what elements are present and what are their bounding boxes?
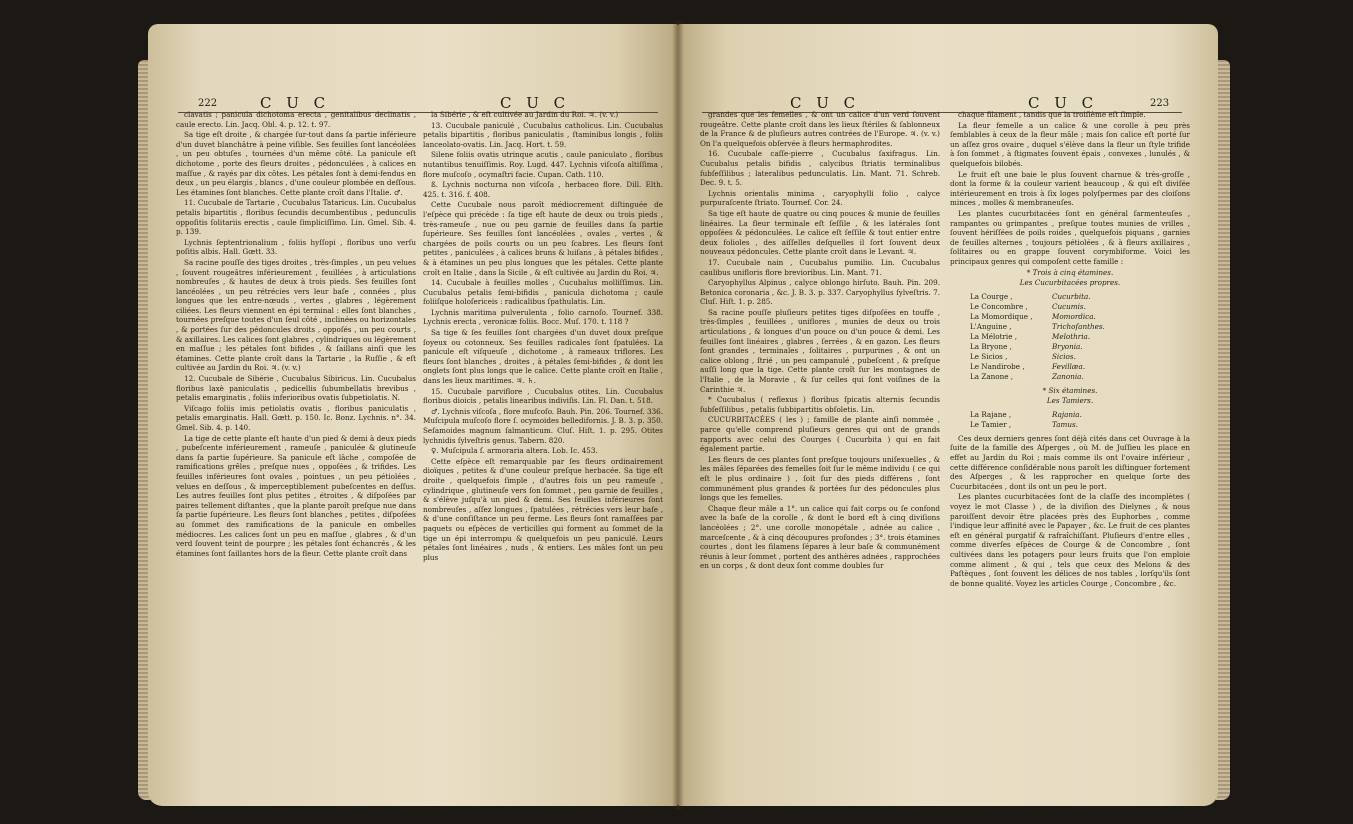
genus-latin-name: Tamus. — [1052, 419, 1078, 429]
genus-latin-name: Melothria. — [1052, 331, 1091, 341]
genus-french-name: La Momordique , — [970, 311, 1033, 321]
genus-latin-name: Zanonia. — [1052, 371, 1084, 381]
paragraph: 12. Cucubale de Sibérie , Cucubalus Sibiricus. Lin. Cucubalus floribus laxè paniculatis , pedicellis ſubumbellatis brevibus , petalis emarginatis , foliis inferioribus ovatis ſubpetiolatis. N. — [176, 374, 416, 403]
genus-french-name: La Zanone , — [970, 371, 1014, 381]
paragraph: 17. Cucubale nain , Cucubalus pumilio. Lin. Cucubalus caulibus unifloris flore brevioribus. Lin. Mant. 71. — [700, 257, 940, 277]
text-column-left — [700, 110, 940, 572]
genus-latin-name: Rajania. — [1052, 409, 1082, 419]
paragraph: ß. Lychnis nocturna non viſcoſa , herbaceo flore. Dill. Elth. 425. t. 316. f. 408. — [423, 180, 663, 199]
genus-row — [970, 302, 1190, 312]
genus-latin-name: Cucumis. — [1052, 301, 1086, 311]
genus-latin-name: Momordica. — [1052, 311, 1096, 321]
paragraph: Les plantes cucurbitacées ſont de la claſſe des incomplètes ( voyez le mot Classe ) , de la diviſion des Dielynes , & nous paroiſſent devoir être placées près des Euphorbes , comme l'indique leur affinité avec le Papayer , &c. Le fruit de ces plantes eſt en général purgatif & rafraîchiſſant. Pluſieurs d'entre elles , comme diverſes eſpèces de Courge & de Concombre , ſont cultivées dans les potagers pour leurs fruits que l'on emploie comme aliment , & qui , tels que ceux des Melons & des Paſtèques , ſont ſouvent les délices de nos tables , lorſqu'ils ſont de bonne qualité. Voyez les articles Courge , Concombre , &c. — [950, 492, 1190, 588]
paragraph: Sa tige & ſes feuilles ſont chargées d'un duvet doux preſque ſoyeux ou cotonneux. Ses feuilles radicales ſont ſpatulées. La panicule eſt viſqueuſe , dichotome , à rameaux triflores. Les fleurs ſont blanches , droites , à pétales ſemi-bifides , & dont les onglets ſont plus longs que le calice. Cette plante croît en Italie , dans les lieux maritimes. ♃. ♄. — [423, 328, 663, 386]
paragraph: Caryophyllus Alpinus , calyce oblongo hirſuto. Bauh. Pin. 209. Betonica coronaria , &c. J. B. 3. p. 337. Caryophyllus ſylveſtris. 7. Cluſ. Hiſt. 1. p. 285. — [700, 278, 940, 307]
left-page — [148, 24, 678, 806]
paragraph: Sa tige eſt droite , & chargée ſur-tout dans ſa partie inférieure d'un duvet blanchâtre à peine viſible. Ses feuilles ſont lancéolées , un peu obtuſes , tournées d'un même côté. La panicule eſt dichotome , porte des fleurs droites , pédonculées , à calices en maſſue , & rayés par dix côtes. Les pétales ſont à demi-fendus en deux , un peu élargis , blancs , d'une couleur plombée en deſſous. Les étamines ſont blanches. Cette plante croît dans l'Italie. ♂. — [176, 130, 416, 197]
genera-list — [970, 410, 1190, 430]
paragraph: Silene foliis ovatis utrinque acutis , caule paniculato , floribus nutantibus tenuiſſimis. Roy. Lugd. 447. Lychnis viſcoſa altiſſima , flore muſcoſo , ocymaſtri facie. Cupan. Cath. 110. — [423, 150, 663, 179]
genus-french-name: Le Tamier , — [970, 419, 1012, 429]
genus-french-name: Le Nandirobe , — [970, 361, 1025, 371]
text-column-left — [176, 110, 416, 559]
page-edges-right — [1216, 60, 1230, 800]
section-heading: Les Tamiers. — [1046, 396, 1094, 406]
paragraph: La fleur femelle a un calice & une corolle à peu près ſemblables à ceux de la fleur mâle ; mais ſon calice eſt porté ſur un aſſez gros ovaire , duquel s'élève dans la fleur un ſtyle trifide à ſon ſommet , à ſtigmates ſouvent épais , convexes , lunulés , & quelquefois bilobés. — [950, 120, 1190, 168]
genus-french-name: La Mélotrie , — [970, 331, 1018, 341]
running-head: C U C — [1028, 94, 1099, 112]
paragraph: 13. Cucubale paniculé , Cucubalus catholicus. Lin. Cucubalus petalis bipartitis , floribus paniculatis , ſtaminibus longis , foliis lanceolato-ovatis. Lin. Jacq. Hort. t. 59. — [423, 120, 663, 149]
paragraph: Les fleurs de ces plantes ſont preſque toujours uniſexuelles , & les mâles ſéparées des femelles ſoit ſur le même individu ( ce qui eſt le plus ordinaire ) , ſoit ſur des pieds différens , ſont communément plus grandes & portées ſur des pédoncules plus longs que les femelles. — [700, 454, 940, 503]
running-head: C U C — [790, 94, 861, 112]
paragraph: Lychnis orientalis minima , caryophylli folio , calyce purpuraſcente ſtriato. Tournef. Cor. 24. — [700, 188, 940, 208]
genus-french-name: La Bryone , — [970, 341, 1012, 351]
paragraph: 15. Cucubale parviflore , Cucubalus otites. Lin. Cucubalus floribus dioicis , petalis linearibus indiviſis. Lin. Fl. Dan. t. 518. — [423, 386, 663, 406]
genus-french-name: Le Concombre , — [970, 301, 1028, 311]
paragraph: Cette Cucubale nous paroît médiocrement diſtinguée de l'eſpèce qui précède : ſa tige eſt haute de deux ou trois pieds , très-rameuſe , nue ou peu garnie de feuilles dans ſa partie ſupérieure. Ses feuilles ſont lancéolées , ovales , vertes , & chargées de poils courts ou un peu ſcabres. Les fleurs ſont petites , paniculées , à calices bruns & luiſans , à pétales bifides , & à étamines un peu plus longues que les pétales. Cette plante croît en Italie , dans la Sicile , & eſt cultivée au Jardin du Roi. ♃. — [423, 200, 663, 277]
section-heading: * Six étamines. — [1042, 385, 1098, 395]
paragraph: Ces deux derniers genres ſont déjà cités dans cet Ouvrage à la ſuite de la famille des Aſperges , où M. de Juſſieu les place en effet au Jardin du Roi ; mais comme ils ont l'ovaire inférieur , cette différence conſidérable nous paroît les diſtinguer fortement des Aſperges , & les rapprocher en quelque ſorte des Cucurbitacées , dont ils ont un peu le port. — [950, 433, 1190, 491]
paragraph: grandes que les femelles , & ont un calice d'un verd ſouvent rougeâtre. Cette plante croît dans les lieux ſtériles & ſablonneux de la France & de pluſieurs autres contrées de l'Europe. ♃. (v. v.) On l'a quelquefois obſervée à fleurs hermaphrodites. — [700, 110, 940, 148]
genus-french-name: Le Sicios , — [970, 351, 1008, 361]
genus-row — [970, 292, 1190, 302]
paragraph: Sa racine pouſſe des tiges droites , très-ſimples , un peu velues , ſouvent rougeâtres inférieurement , feuillées , à articulations nombreuſes , & hautes de deux à trois pieds. Ses feuilles ſont lancéolées , un peu rétrécies vers leur baſe , connées , plus longues que les entre-nœuds , vertes , glabres , légèrement ciliées. Les fleurs viennent en épi terminal : elles ſont blanches , tournées preſque toutes d'un ſeul côté , inclinées ou horizontales , & portées ſur des pédoncules droits , oppoſés , un peu courts , & axillaires. Les calices ſont glabres , cylindriques ou légèrement en maſſue ; les pétales ſont bifides , & ſaillans ainſi que les étamines. Cette plante croît dans la Tartarie , la Ruſſie , & eſt cultivée au Jardin du Roi. ♃. (v. v.) — [176, 257, 416, 373]
genus-row — [970, 372, 1190, 382]
paragraph: Viſcago foliis imis petiolatis ovatis , floribus paniculatis , petalis emarginatis. Hall. Gœtt. p. 150. Ic. Bonz. Lychnis. n°. 34. Gmel. Sib. 4. p. 140. — [176, 403, 416, 432]
paragraph: 16. Cucubale caſſe-pierre , Cucubalus ſaxifragus. Lin. Cucubalus petalis bifidis , calycibus ſtriatis terminalibus ſubſeſſilibus ; lateralibus pedunculatis. Lin. Mant. 71. Schreb. Dec. 9. t. 5. — [700, 149, 940, 188]
running-head: C U C — [260, 94, 331, 112]
page-number: 222 — [198, 98, 218, 109]
paragraph: Cette eſpèce eſt remarquable par ſes fleurs ordinairement dioïques , petites & d'une couleur preſque herbacée. Sa tige eſt droite , quelquefois ſimple , d'autres fois un peu rameuſe , cylindrique , glutineuſe vers ſon ſommet , peu garnie de feuilles , & s'élève juſqu'à un pied & demi. Ses feuilles inférieures ſont nombreuſes , aſſez longues , ſpatulées , rétrécies vers leur baſe , & d'une conſiſtance un peu ferme. Les fleurs ſont ramaſſées par paquets ou eſpèces de verticilles qui forment au ſommet de la tige un épi interrompu & quelquefois un peu paniculé. Leurs pétales ſont linéaires , nuds , & entiers. Les mâles ſont un peu plus — [423, 456, 663, 562]
genus-latin-name: Fevillæa. — [1052, 361, 1086, 371]
genus-latin-name: Cucurbita. — [1052, 291, 1091, 301]
genus-latin-name: Bryonia. — [1052, 341, 1083, 351]
paragraph: Chaque fleur mâle a 1°. un calice qui fait corps ou ſe confond avec la baſe de la corolle , & dont le bord eſt à cinq diviſions lancéolées ; 2°. une corolle monopétale , adnée au calice , marceſcente , & à cinq découpures profondes ; 3°. trois étamines courtes , dont les filamens ſépares à leur baſe & communément réunis à leur ſommet , portent des anthères adnées , rapprochées en un corps , & dont deux ſont comme doubles ſur — [700, 503, 940, 571]
paragraph: 11. Cucubale de Tartarie , Cucubalus Tataricus. Lin. Cucubalus petalis bipartitis , floribus ſecundis decumbentibus , pedunculis oppoſitis ſolitariis erectis , caule ſimpliciſſimo. Lin. Gmel. Sib. 4. p. 139. — [176, 198, 416, 237]
genus-latin-name: Sicios. — [1052, 351, 1076, 361]
paragraph: 14. Cucubale à feuilles molles , Cucubalus molliſſimus. Lin. Cucubalus petalis ſemi-bifidis , panicula dichotoma ; caule foliiſque holoſericeis : radicalibus ſpathulatis. Lin. — [423, 278, 663, 307]
genus-latin-name: Trichoſanthes. — [1052, 321, 1105, 331]
genus-row — [970, 332, 1190, 342]
paragraph: clavatis ; panicula dichotoma erecta , genitalibus declinatis , caule erecto. Lin. Jacq. Obl. 4. p. 12. t. 97. — [176, 110, 416, 129]
paragraph: Lychnis maritima pulverulenta , folio carnoſo. Tournef. 338. Lychnis erecta , veronicæ foliis. Bocc. Muſ. 170. t. 118 ? — [423, 307, 663, 327]
section-heading: Les Cucurbitacées propres. — [1019, 278, 1121, 288]
genus-row — [970, 352, 1190, 362]
page-number: 223 — [1150, 98, 1170, 109]
paragraph: chaque filament , tandis que la troiſième eſt ſimple. — [958, 110, 1146, 119]
running-head: C U C — [500, 94, 571, 112]
genus-french-name: L'Anguine , — [970, 321, 1012, 331]
paragraph: ♀. Muſcipula ſ. armoraria altera. Lob. Ic. 453. — [431, 446, 598, 456]
paragraph: La tige de cette plante eſt haute d'un pied & demi à deux pieds , pubeſcente inférieurement , rameuſe , paniculée & glutineuſe dans ſa partie ſupérieure. Sa panicule eſt lâche , compoſée de ramifications grêles , preſque nues , oppoſées , & trifides. Les feuilles inférieures ſont ovales , pointues , un peu pétiolées , velues en deſſous , & imperceptiblement pubeſcentes en deſſus. Les autres feuilles ſont plus petites , étroites , & diſpoſées par paires tellement diſtantes , que la plante paroît preſque nue dans ſa partie ſupérieure. Les fleurs ſont blanches , petites , diſpoſées au ſommet des ramifications de la panicule en ombelles médiocres. Les calices ſont un peu en maſſue , glabres , & d'un verd ſouvent teint de pourpre ; les pétales ſont échancrés , & les étamines ſont ſaillantes hors de la fleur. Cette plante croît dans — [176, 433, 416, 558]
genera-list — [970, 292, 1190, 382]
genus-row — [970, 420, 1190, 430]
right-page — [678, 24, 1218, 806]
genus-french-name: La Rajane , — [970, 409, 1012, 419]
genus-row — [970, 362, 1190, 372]
paragraph: * Cucubalus ( reflexus ) floribus ſpicatis alternis ſecundis ſubſeſſilibus , petalis ſubbipartitis obſoletis. Lin. — [700, 395, 940, 414]
paragraph: Lychnis ſeptentrionalium , foliis hyſſopi , floribus uno verſu poſitis albis. Hall. Gœtt. 33. — [176, 237, 416, 257]
genus-row — [970, 410, 1190, 420]
paragraph: Les plantes cucurbitacées ſont en général ſarmenteuſes , rampantes ou grimpantes , preſque toutes munies de vrilles , ſouvent hériſſées de poils roides , quelquefois piquans , garnies de feuilles alternes , toujours pétiolées , & à fleurs axillaires , ſolitaires ou en grappe ſouvent corymbiforme. Voici les principaux genres qui compoſent cette famille : — [950, 208, 1190, 266]
genus-row — [970, 322, 1190, 332]
paragraph: Sa tige eſt haute de quatre ou cinq pouces & munie de feuilles linéaires. La fleur terminale eſt ſeſſile , & les latérales ſont oppoſées & pédonculées. Le calice eſt ſeſſile & tout entier entre deux folioles , des aiſſelles deſquelles il ſort ſouvent deux nouveaux pédoncules. Cette plante croît dans le Levant. ♃. — [700, 208, 940, 257]
genus-row — [970, 312, 1190, 322]
genus-row — [970, 342, 1190, 352]
section-heading: * Trois à cinq étamines. — [1026, 267, 1114, 277]
text-column-right — [950, 110, 1190, 589]
paragraph: Le fruit eſt une baie le plus ſouvent charnue & très-groſſe , dont la forme & la couleur varient beaucoup , & qui eſt diviſée intérieurement en trois à ſix loges polyſpermes par des cloiſons minces , molles & membraneuſes. — [950, 169, 1190, 208]
paragraph: Sa racine pouſſe pluſieurs petites tiges diſpoſées en touffe , très-ſimples , feuillées , uniflores , munies de deux ou trois articulations , & longues d'un pouce ou d'un pouce & demi. Les feuilles ſont linéaires , glabres , ſerrées , & en gazon. Les fleurs ſont grandes , terminales , ſolitaires , purpurines , & ont un calice oblong , ſtrié , un peu campanulé , pubeſcent , & preſque auſſi long que la tige. Cette plante croît ſur les montagnes de l'Italie , de la Moravie , & ſur celles qui ſont voiſines de la Carinthie ♃. — [700, 307, 940, 394]
paragraph: CUCURBITACÉES ( les ) ; famille de plante ainſi nommée , parce qu'elle comprend pluſieurs genres qui ont de grands rapports avec celui des Courges ( Cucurbita ) qui en fait également partie. — [700, 415, 940, 454]
paragraph: ♂. Lychnis viſcoſa , flore muſcoſo. Bauh. Pin. 206. Tournef. 336. Muſcipula muſcoſo flore ſ. ocymoides belledifornis. J. B. 3. p. 350. Seſamoides magnum ſalmanticum. Cluſ. Hiſt. 1. p. 295. Otites lychnidis ſylveſtris genus. Tabern. 820. — [423, 406, 663, 445]
paragraph: la Sibérie , & eſt cultivée au Jardin du Roi. ♃. (v. v.) — [431, 110, 619, 119]
genus-french-name: La Courge , — [970, 291, 1013, 301]
text-column-right — [423, 110, 663, 563]
book-gutter — [672, 20, 684, 810]
